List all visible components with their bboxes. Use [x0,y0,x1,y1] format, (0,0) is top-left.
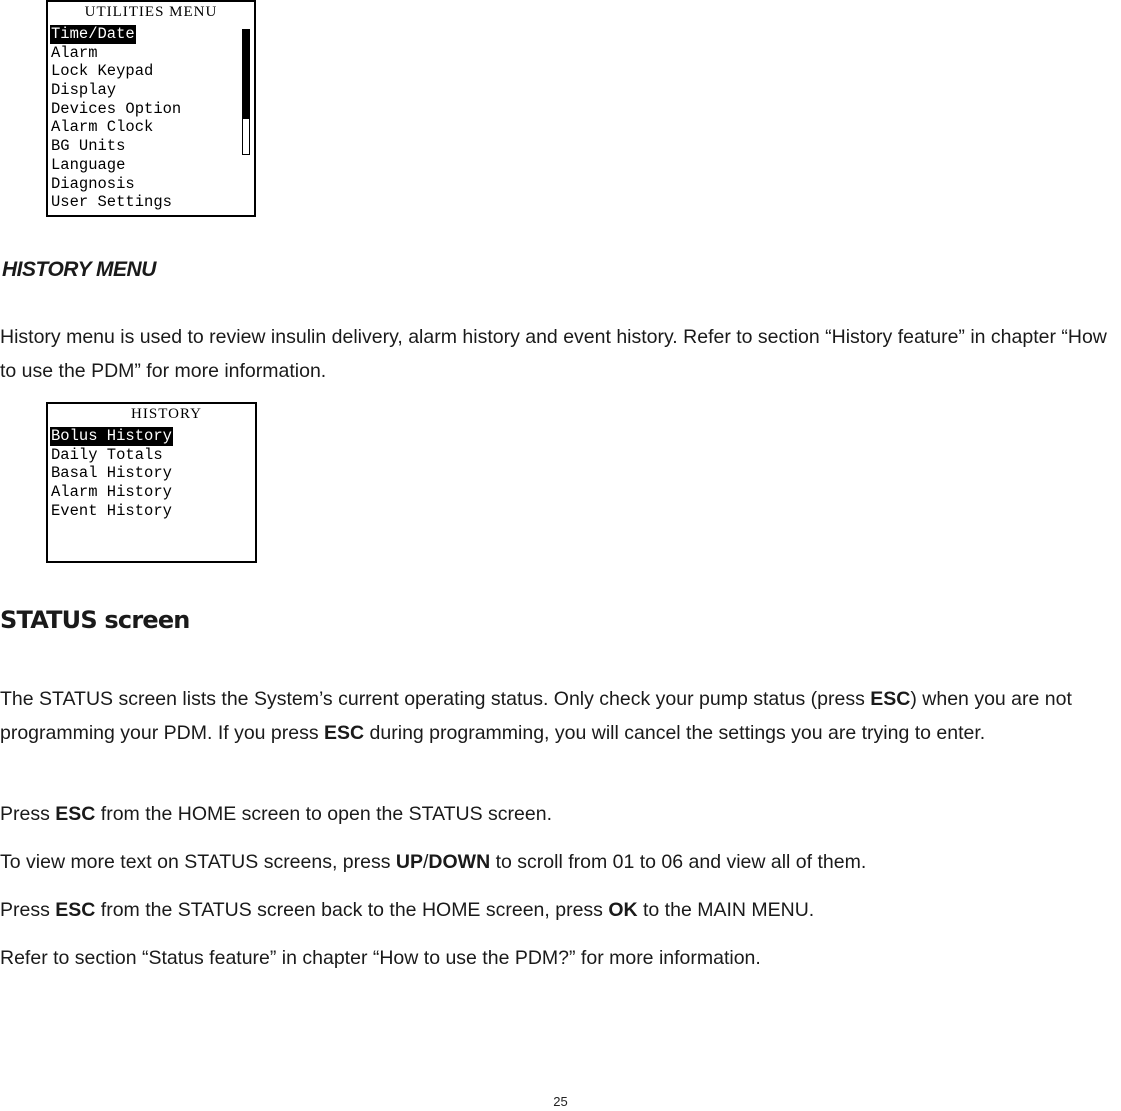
press-esc-paragraph [0,797,1121,831]
history-menu-item: Basal History [51,464,172,483]
utilities-menu-title: UTILITIES MENU [84,4,218,20]
view-more-paragraph [0,845,1121,879]
status-screen-heading: STATUS screen [0,606,190,634]
utilities-menu-screen [46,0,256,217]
key-name: ESC [870,688,911,710]
utilities-menu-scrollbar [242,29,250,155]
utilities-menu-item: Time/Date [51,25,135,43]
text-run: ) when you are not programming your PDM. If you press [0,688,1072,744]
utilities-menu-item: Display [51,81,117,100]
page-number: 25 [553,1094,568,1109]
key-name: DOWN [428,851,491,873]
history-menu-title: HISTORY [131,406,202,422]
history-menu-heading: HISTORY MENU [2,258,156,281]
utilities-menu-list [50,25,182,212]
history-menu-item: Bolus History [51,427,172,445]
history-menu-item: Alarm History [51,483,172,502]
utilities-menu-item: User Settings [51,193,172,212]
refer-paragraph: Refer to section “Status feature” in chapter “How to use the PDM?” for more information. [0,947,761,969]
utilities-menu-item: Devices Option [51,99,182,118]
utilities-menu-item: BG Units [51,137,126,156]
utilities-menu-item: Language [51,155,126,174]
text-run: The STATUS screen lists the System’s current operating status. Only check your pump status (press [0,688,871,710]
utilities-menu-item: Alarm [51,43,98,62]
text-run: / [423,851,429,873]
text-run: to scroll from 01 to 06 and view all of them. [490,851,867,873]
history-menu-paragraph: History menu is used to review insulin delivery, alarm history and event history. Refer to section “History feature” in chapter “How to use the PDM” for more information. [0,326,1107,382]
text-run: during programming, you will cancel the settings you are trying to enter. [364,722,986,744]
key-name: OK [608,899,638,921]
history-menu-list [50,427,173,520]
text-run: from the STATUS screen back to the HOME screen, press [95,899,609,921]
key-name: ESC [324,722,365,744]
key-name: UP [395,851,423,873]
utilities-menu-item: Diagnosis [51,174,135,193]
press-esc-back-paragraph [0,893,1121,927]
utilities-menu-item: Lock Keypad [51,62,154,81]
history-menu-item: Event History [51,501,172,520]
history-menu-item: Daily Totals [51,445,163,464]
text-run: to the MAIN MENU. [637,899,815,921]
key-name: ESC [55,803,96,825]
key-name: ESC [55,899,96,921]
text-run: from the HOME screen to open the STATUS screen. [95,803,552,825]
text-run: Press [0,899,56,921]
history-menu-screen [46,402,257,563]
scrollbar-thumb [243,30,249,119]
utilities-menu-item: Alarm Clock [51,118,154,137]
status-intro-paragraph [0,682,1121,750]
text-run: To view more text on STATUS screens, press [0,851,396,873]
text-run: Press [0,803,56,825]
